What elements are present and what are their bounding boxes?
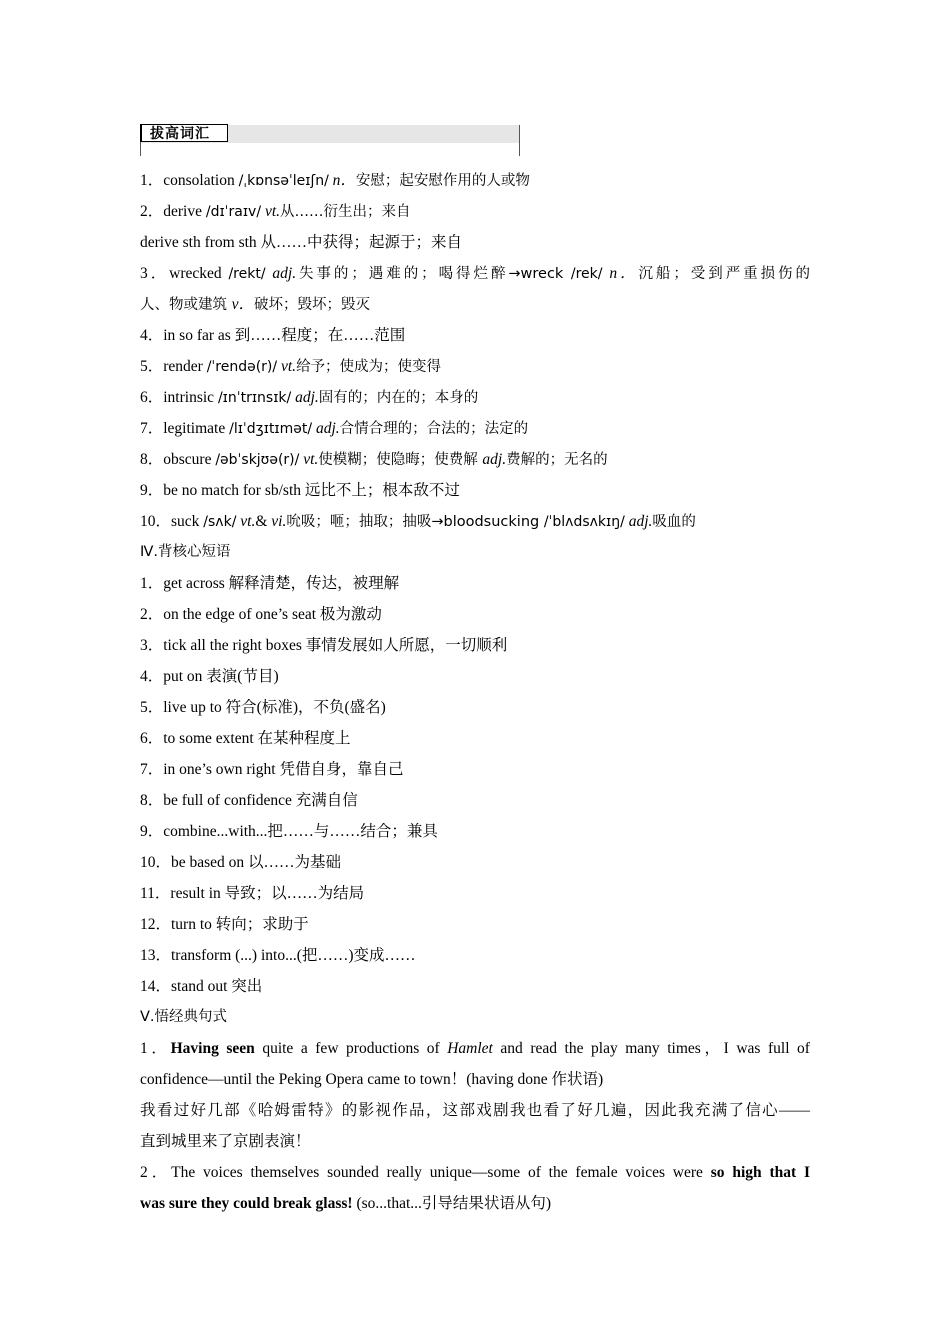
vocab-definition: 失事的；遇难的；喝得烂醉→wreck (296, 266, 571, 282)
phrase-item: 11．result in 导致；以……为结局 (140, 885, 365, 902)
vocab-pos: adj. (482, 451, 507, 468)
vocab-pos: adj. (624, 513, 653, 530)
vocab-connector: & (255, 513, 272, 530)
vocab-definition: 合情合理的；合法的；法定的 (339, 421, 529, 437)
phrase-item: 6．to some extent 在某种程度上 (140, 730, 351, 747)
phrase-item: 10．be based on 以……为基础 (140, 854, 342, 871)
sentence-text: (so...that...引导结果状语从句) (352, 1195, 552, 1212)
sentence-key-structure: Having seen (170, 1040, 255, 1057)
phrase-item: 1．get across 解释清楚，传达，被理解 (140, 575, 400, 592)
document-page (140, 123, 810, 1219)
vocab-definition: 从……衍生出；来自 (280, 204, 411, 220)
vocab-pos: adj. (265, 265, 297, 282)
sentence-2-continuation (140, 1188, 810, 1219)
vocab-item (140, 351, 810, 382)
phrase-item: 4．put on 表演(节目) (140, 668, 279, 685)
phrase-item: 13．transform (...) into...(把……)变成…… (140, 947, 416, 964)
vocab-item-continuation (140, 289, 810, 320)
sentence-title-italic: Hamlet (447, 1040, 493, 1057)
banner-right-rule (519, 125, 520, 156)
sentence-text: and read the play many times，I was full of (492, 1040, 810, 1057)
vocab-definition: 人、物或建筑 (140, 297, 232, 313)
vocab-item: 4．in so far as 到……程度；在……范围 (140, 327, 406, 344)
vocab-definition: 吮吸；咂；抽取；抽吸→bloodsucking (286, 514, 544, 530)
vocab-definition: 给予；使成为；使变得 (296, 359, 442, 375)
phrase-item: 9．combine...with...把……与……结合；兼具 (140, 823, 438, 840)
phrase-item: 8．be full of confidence 充满自信 (140, 792, 358, 809)
phrase-item: 14．stand out 突出 (140, 978, 263, 995)
vocab-pos: vi. (271, 513, 287, 530)
vocab-item (140, 258, 810, 289)
vocab-definition: 吸血的 (652, 514, 696, 530)
vocab-phonetic: /ˈblʌdsʌkɪŋ/ (543, 514, 625, 530)
sentence-key-structure: so high that I (710, 1164, 810, 1181)
phrase-item: 7．in one’s own right 凭借自身，靠自己 (140, 761, 404, 778)
vocab-phonetic: /dɪˈraɪv/ (205, 204, 262, 220)
vocab-item (140, 506, 810, 537)
vocab-word: 8．obscure (140, 451, 216, 468)
vocab-word: 10．suck (140, 513, 204, 530)
vocab-definition: 费解的；无名的 (506, 452, 608, 468)
vocab-item: 9．be no match for sb/sth 远比不上；根本敌不过 (140, 482, 460, 499)
sentence-text: The voices themselves sounded really unique—some of the female voices were (171, 1164, 711, 1181)
vocab-definition: 安慰；起安慰作用的人或物 (355, 173, 530, 189)
vocab-phonetic: /ˈrendə(r)/ (206, 359, 278, 375)
phrase-item: 12．turn to 转向；求助于 (140, 916, 309, 933)
section-heading-sentences: Ⅴ.悟经典句式 (140, 1009, 228, 1025)
vocab-item (140, 444, 810, 475)
vocab-pos: n． (328, 172, 356, 189)
vocab-word: 7．legitimate (140, 420, 230, 437)
sentence-number: 2． (140, 1164, 172, 1181)
vocab-word: 1．consolation (140, 172, 239, 189)
sentence-1-translation-cont: 直到城里来了京剧表演！ (140, 1133, 311, 1150)
vocab-pos: adj. (291, 389, 319, 406)
vocab-word: 6．intrinsic (140, 389, 218, 406)
vocab-phonetic: /rek/ (570, 266, 603, 282)
vocab-definition: 固有的；内在的；本身的 (318, 390, 479, 406)
vocab-pos: adj. (312, 420, 340, 437)
phrase-item: 3．tick all the right boxes 事情发展如人所愿，一切顺利 (140, 637, 508, 654)
sentence-1 (140, 1033, 810, 1064)
phrase-item: 2．on the edge of one’s seat 极为激动 (140, 606, 382, 623)
vocab-pos: n． (602, 265, 639, 282)
vocab-pos: vt. (277, 358, 297, 375)
section-heading-phrases: Ⅳ.背核心短语 (140, 544, 231, 560)
vocab-item (140, 382, 810, 413)
vocab-pos: vt. (236, 513, 256, 530)
sentence-text: quite a few productions of (254, 1040, 448, 1057)
vocab-word: 5．render (140, 358, 207, 375)
sentence-number: 1． (140, 1040, 171, 1057)
vocab-subitem: derive sth from sth 从……中获得；起源于；来自 (140, 234, 463, 251)
sentence-1-continuation: confidence—until the Peking Opera came to town！(having done 作状语) (140, 1071, 604, 1088)
vocab-item (140, 413, 810, 444)
vocab-item (140, 196, 810, 227)
vocab-word: 2．derive (140, 203, 206, 220)
vocab-phonetic: /ɪnˈtrɪnsɪk/ (217, 390, 292, 406)
phrase-item: 5．live up to 符合(标准)，不负(盛名) (140, 699, 386, 716)
vocab-pos: vt. (299, 451, 319, 468)
vocab-phonetic: /rekt/ (228, 266, 266, 282)
vocab-word: 3．wrecked (140, 265, 229, 282)
vocab-pos: v． (231, 296, 254, 313)
vocab-phonetic: /əbˈskjʊə(r)/ (215, 452, 300, 468)
vocab-item (140, 165, 810, 196)
sentence-1-translation: 我看过好几部《哈姆雷特》的影视作品，这部戏剧我也看了好几遍，因此我充满了信心—— (140, 1102, 810, 1119)
vocab-definition: 使模糊；使隐晦；使费解 (318, 452, 483, 468)
sentence-2 (140, 1157, 810, 1188)
section-banner (140, 123, 520, 156)
vocab-pos: vt. (261, 203, 280, 220)
sentence-key-structure: was sure they could break glass! (140, 1195, 353, 1212)
vocab-phonetic: /ˌkɒnsəˈleɪʃn/ (238, 173, 329, 189)
vocab-definition: 破坏；毁坏；毁灭 (254, 297, 370, 313)
vocab-phonetic: /sʌk/ (203, 514, 237, 530)
vocab-phonetic: /lɪˈdʒɪtɪmət/ (229, 421, 313, 437)
vocab-definition: 沉船；受到严重损伤的 (638, 266, 810, 282)
banner-title: 拔高词汇 (140, 124, 228, 142)
